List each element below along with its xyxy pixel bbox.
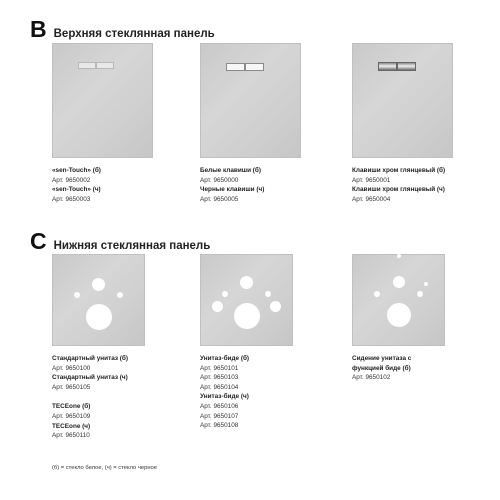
glass-panel-sen-touch bbox=[52, 43, 153, 158]
mounting-hole-left bbox=[374, 291, 380, 297]
glass-panel-bidet-seat bbox=[352, 254, 445, 346]
product-name: TECEone (ч) bbox=[52, 422, 91, 430]
article-number: Арт. 9650104 bbox=[200, 383, 239, 391]
section-title: Верхняя стеклянная панель bbox=[53, 28, 215, 40]
legend-footnote: (б) = стекло белое, (ч) = стекло черное bbox=[52, 465, 157, 471]
product-name: «sen-Touch» (б) bbox=[52, 167, 101, 174]
product-caption bbox=[352, 354, 462, 383]
drain-hole bbox=[234, 303, 260, 329]
notch-top bbox=[397, 254, 401, 258]
section-letter: B bbox=[30, 16, 47, 42]
article-number: Арт. 9650101 bbox=[200, 364, 239, 372]
water-pipe-hole bbox=[240, 276, 253, 289]
small-hole-right bbox=[424, 282, 428, 286]
water-pipe-hole bbox=[393, 276, 405, 288]
article-number: Арт. 9650000 bbox=[200, 176, 239, 184]
mounting-hole-left bbox=[74, 292, 80, 298]
section-title: Нижняя стеклянная панель bbox=[53, 240, 211, 252]
article-number: Арт. 9650001 bbox=[352, 176, 391, 184]
flush-key-small bbox=[78, 62, 96, 69]
article-number: Арт. 9650102 bbox=[352, 374, 391, 382]
flush-buttons bbox=[226, 63, 264, 71]
product-caption bbox=[52, 166, 162, 204]
caption-spacer bbox=[52, 392, 162, 402]
glass-panel-chrome-keys bbox=[352, 43, 453, 158]
glass-panel-standard-toilet bbox=[52, 254, 145, 346]
flush-buttons bbox=[378, 62, 416, 71]
flush-key-large bbox=[397, 62, 416, 71]
product-name: «sen-Touch» (ч) bbox=[52, 186, 101, 194]
flush-key-small bbox=[378, 62, 397, 71]
product-caption bbox=[200, 354, 310, 431]
article-number: Арт. 9650004 bbox=[352, 195, 391, 203]
product-name: Белые клавиши (б) bbox=[200, 167, 261, 174]
product-name: функцией биде (б) bbox=[352, 364, 411, 372]
water-pipe-hole bbox=[92, 278, 105, 291]
product-name: Стандартный унитаз (ч) bbox=[52, 374, 128, 382]
product-caption bbox=[52, 354, 162, 441]
product-name: Клавиши хром глянцевый (б) bbox=[352, 167, 446, 174]
product-name: Черные клавиши (ч) bbox=[200, 186, 265, 194]
drain-hole bbox=[387, 303, 411, 327]
article-number: Арт. 9650103 bbox=[200, 374, 239, 382]
mounting-hole-right bbox=[117, 292, 123, 298]
glass-panel-bidet-toilet bbox=[200, 254, 293, 346]
article-number: Арт. 9650108 bbox=[200, 422, 239, 430]
article-number: Арт. 9650105 bbox=[52, 383, 91, 391]
section-b-heading bbox=[30, 16, 215, 43]
article-number: Арт. 9650109 bbox=[52, 412, 91, 420]
product-name: Сидение унитаза с bbox=[352, 355, 412, 362]
article-number: Арт. 9650002 bbox=[52, 176, 91, 184]
article-number: Арт. 9650106 bbox=[200, 402, 239, 410]
drain-hole bbox=[86, 304, 112, 330]
product-name: Унитаз-биде (ч) bbox=[200, 393, 249, 401]
flush-key-small bbox=[226, 63, 245, 71]
article-number: Арт. 9650100 bbox=[52, 364, 91, 372]
article-number: Арт. 9650003 bbox=[52, 195, 91, 203]
flush-key-large bbox=[96, 62, 114, 69]
flush-key-large bbox=[245, 63, 264, 71]
bidet-water-hole-right bbox=[270, 301, 281, 312]
mounting-hole-left bbox=[222, 291, 228, 297]
bidet-water-hole-left bbox=[212, 301, 223, 312]
product-caption bbox=[352, 166, 472, 204]
section-c-heading bbox=[30, 228, 210, 255]
article-number: Арт. 9650107 bbox=[200, 412, 239, 420]
article-number: Арт. 9650005 bbox=[200, 195, 239, 203]
product-name: TECEone (б) bbox=[52, 403, 91, 411]
product-name: Унитаз-биде (б) bbox=[200, 355, 250, 362]
flush-buttons bbox=[78, 62, 114, 69]
section-letter: C bbox=[30, 228, 47, 254]
product-name: Стандартный унитаз (б) bbox=[52, 355, 129, 362]
mounting-hole-right bbox=[265, 291, 271, 297]
article-number: Арт. 9650110 bbox=[52, 432, 90, 440]
glass-panel-white-keys bbox=[200, 43, 301, 158]
mounting-hole-right bbox=[417, 291, 423, 297]
product-caption bbox=[200, 166, 310, 204]
product-name: Клавиши хром глянцевый (ч) bbox=[352, 186, 445, 194]
